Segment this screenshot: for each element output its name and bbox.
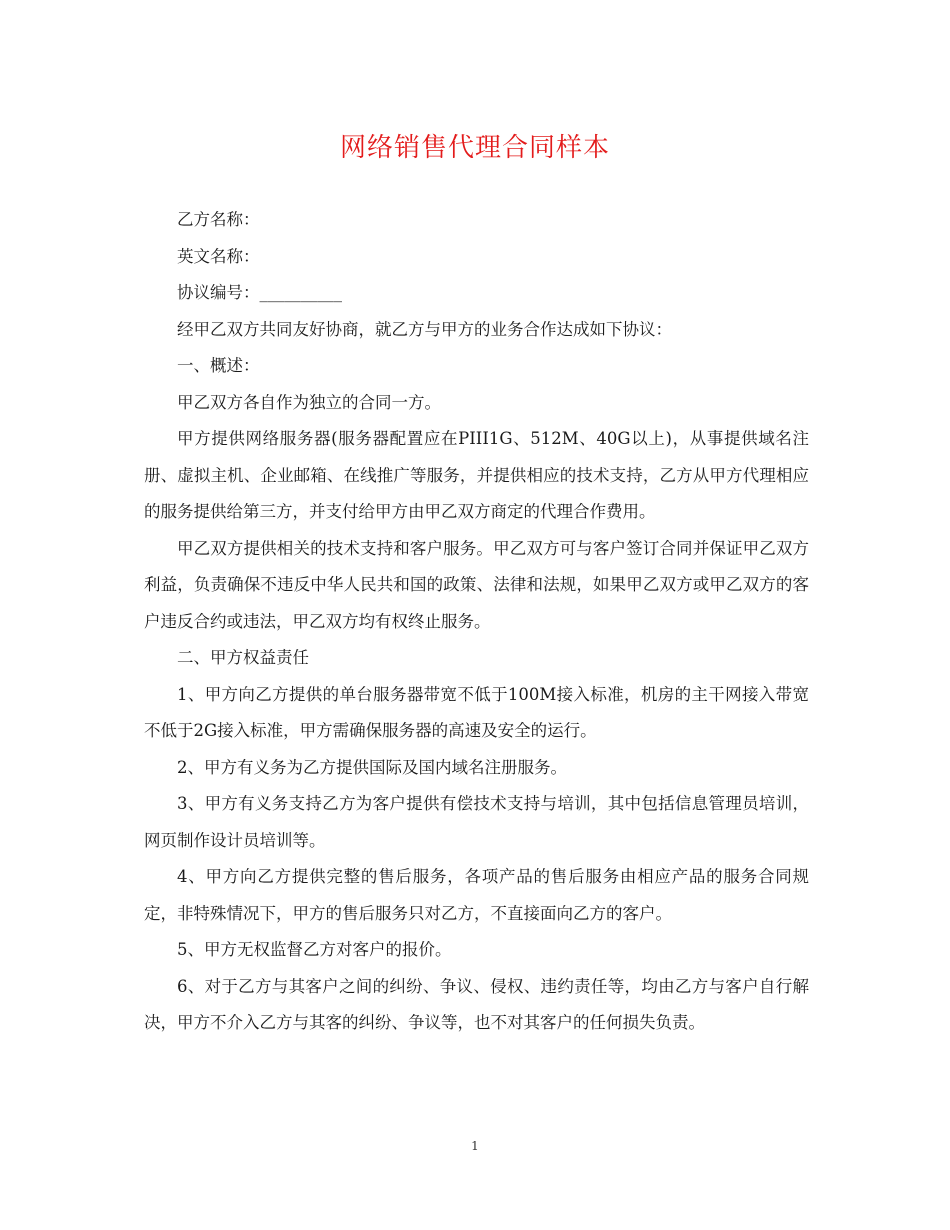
agreement-no-field: [144, 275, 809, 312]
agreement-no-label: 协议编号：: [177, 283, 260, 302]
section-2-item-2: 2、甲方有义务为乙方提供国际及国内域名注册服务。: [177, 757, 567, 777]
section-2-item-1: 1、甲方向乙方提供的单台服务器带宽不低于100M接入标准，机房的主干网接入带宽不低于2G接入标准，甲方需确保服务器的高速及安全的运行。: [144, 684, 809, 740]
section-1-paragraph-2: 甲方提供网络服务器(服务器配置应在PIII1G、512M、40G以上)，从事提供域名注册、虚拟主机、企业邮箱、在线推广等服务，并提供相应的技术支持，乙方从甲方代理相应的服务提供给第三方，并支付给甲方由甲乙双方商定的代理合作费用。: [144, 429, 809, 521]
english-name-field: [144, 239, 809, 276]
party-b-name-field: [144, 202, 809, 239]
section-2-item-6: 6、对于乙方与其客户之间的纠纷、争议、侵权、违约责任等，均由乙方与客户自行解决，甲方不介入乙方与其客的纠纷、争议等，也不对其客户的任何损失负责。: [144, 976, 809, 1032]
section-1-heading: 一、概述：: [177, 356, 260, 375]
document-title: 网络销售代理合同样本: [339, 133, 610, 163]
preamble-paragraph: 经甲乙双方共同友好协商，就乙方与甲方的业务合作达成如下协议：: [177, 319, 672, 339]
english-name-label: 英文名称：: [177, 246, 260, 266]
document-body: [144, 202, 809, 1042]
agreement-no-value: __________: [259, 283, 342, 302]
section-2-item-4: 4、甲方向乙方提供完整的售后服务，各项产品的售后服务由相应产品的服务合同规定，非特殊情况下，甲方的售后服务只对乙方，不直接面向乙方的客户。: [144, 867, 809, 923]
section-2-item-3: 3、甲方有义务支持乙方为客户提供有偿技术支持与培训，其中包括信息管理员培训，网页制作设计员培训等。: [144, 794, 809, 850]
section-2-item-5: 5、甲方无权监督乙方对客户的报价。: [177, 940, 452, 959]
page-number: 1: [471, 1139, 479, 1153]
section-1-paragraph-1: 甲乙双方各自作为独立的合同一方。: [177, 392, 441, 412]
section-1-paragraph-3: 甲乙双方提供相关的技术支持和客户服务。甲乙双方可与客户签订合同并保证甲乙双方利益，负责确保不违反中华人民共和国的政策、法律和法规，如果甲乙双方或甲乙双方的客户违反合约或违法，甲乙双方均有权终止服务。: [144, 538, 809, 631]
section-2-heading: 二、甲方权益责任: [177, 648, 309, 667]
party-b-name-label: 乙方名称：: [177, 210, 260, 229]
